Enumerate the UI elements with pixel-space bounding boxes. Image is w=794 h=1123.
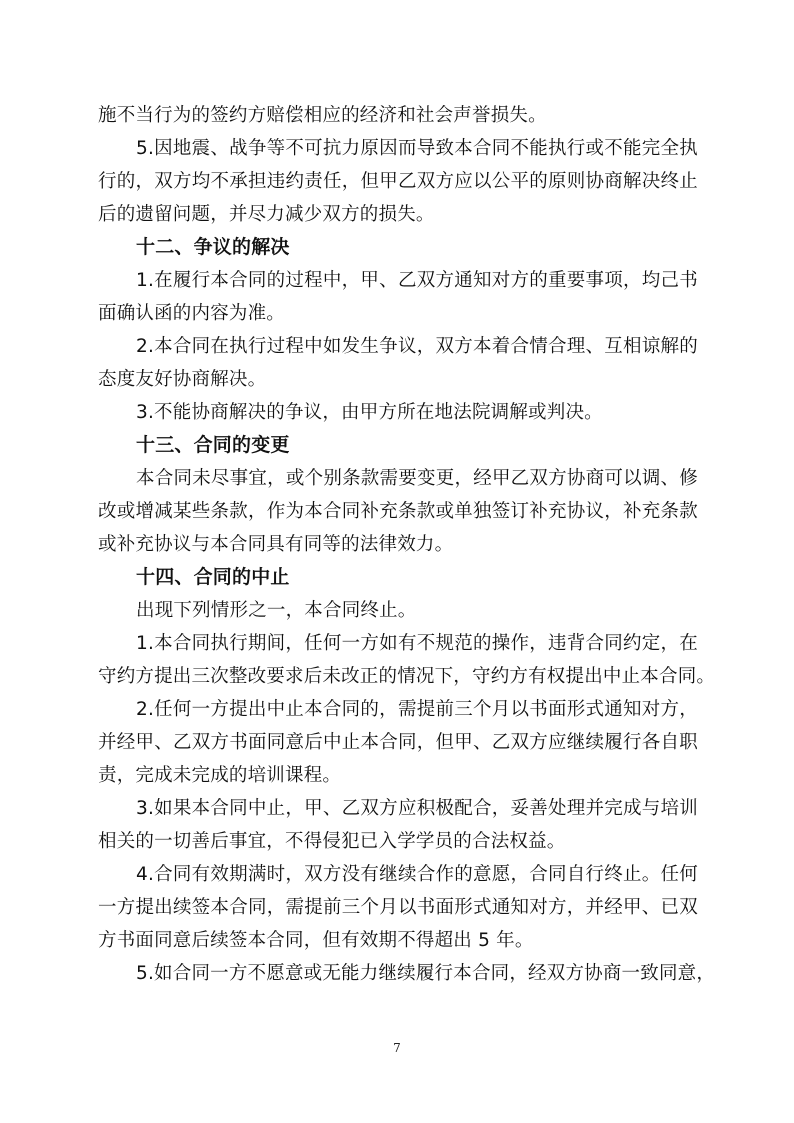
- text-line: 一方提出续签本合同，需提前三个月以书面形式通知对方，并经甲、已双: [98, 897, 698, 918]
- text-line: 方书面同意后续签本合同，但有效期不得超出 5 年。: [98, 930, 534, 951]
- text-line: 行的，双方均不承担违约责任，但甲乙双方应以公平的原则协商解决终止: [98, 171, 698, 192]
- text-line: 并经甲、乙双方书面同意后中止本合同，但甲、乙双方应继续履行各自职: [98, 732, 698, 753]
- text-line: 改或增减某些条款，作为本合同补充条款或单独签订补充协议，补充条款: [98, 501, 698, 522]
- text-line: 本合同未尽事宜，或个别条款需要变更，经甲乙双方协商可以调、修: [136, 468, 698, 489]
- text-line: 责，完成未完成的培训课程。: [98, 765, 342, 786]
- section-heading: 十四、合同的中止: [136, 566, 290, 588]
- document-body: [98, 99, 716, 990]
- text-line: 施不当行为的签约方赔偿相应的经济和社会声誉损失。: [98, 105, 547, 126]
- text-line: 或补充协议与本合同具有同等的法律效力。: [98, 534, 454, 555]
- text-line: 1.本合同执行期间，任何一方如有不规范的操作，违背合同约定，在: [136, 633, 698, 654]
- text-line: 5.如合同一方不愿意或无能力继续履行本合同，经双方协商一致同意，: [136, 963, 716, 984]
- text-line: 3.如果本合同中止，甲、乙双方应积极配合，妥善处理并完成与培训: [136, 798, 698, 819]
- page-number: 7: [393, 1041, 401, 1055]
- section-heading: 十三、合同的变更: [136, 434, 290, 456]
- text-line: 后的遗留问题，并尽力减少双方的损失。: [98, 204, 435, 225]
- text-line: 5.因地震、战争等不可抗力原因而导致本合同不能执行或不能完全执: [136, 138, 698, 159]
- section-heading: 十二、争议的解决: [136, 236, 290, 258]
- text-line: 面确认函的内容为准。: [98, 303, 286, 324]
- text-line: 态度友好协商解决。: [98, 369, 267, 390]
- text-line: 2.本合同在执行过程中如发生争议，双方本着合情合理、互相谅解的: [136, 336, 698, 357]
- text-line: 2.任何一方提出中止本合同的，需提前三个月以书面形式通知对方，: [136, 699, 698, 720]
- text-line: 1.在履行本合同的过程中，甲、乙双方通知对方的重要事项，均己书: [136, 270, 698, 291]
- text-line: 3.不能协商解决的争议，由甲方所在地法院调解或判决。: [136, 402, 603, 423]
- text-line: 4.合同有效期满时，双方没有继续合作的意愿，合同自行终止。任何: [136, 864, 698, 885]
- text-line: 守约方提出三次整改要求后未改正的情况下，守约方有权提出中止本合同。: [98, 666, 716, 687]
- text-line: 相关的一切善后事宜，不得侵犯已入学学员的合法权益。: [98, 831, 566, 852]
- text-line: 出现下列情形之一，本合同终止。: [136, 600, 417, 621]
